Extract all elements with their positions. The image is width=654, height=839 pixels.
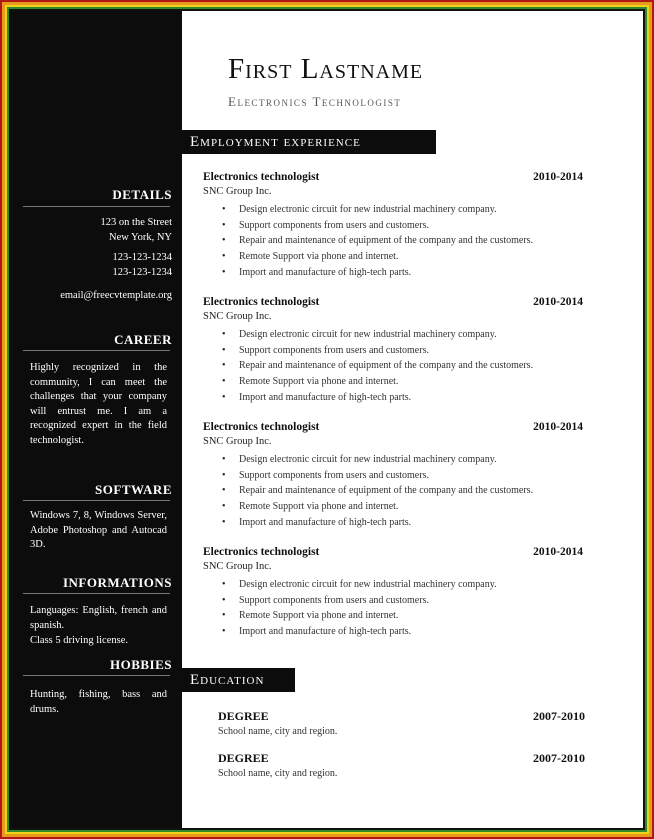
career-text: Highly recognized in the community, I can meet the challenges that your company will entrust me. I am a recognized expert in the field technologist. (30, 362, 167, 446)
phone-1: 123-123-1234 (112, 252, 172, 263)
duty-item: • Remote Support via phone and internet. (239, 608, 497, 624)
job-title: Electronics technologist (203, 421, 320, 433)
informations-heading: INFORMATIONS (62, 575, 172, 590)
degree-name: DEGREE (218, 709, 269, 723)
education-heading: Education (182, 668, 295, 692)
employment-heading: Employment experience (182, 130, 436, 154)
duty-item: • Import and manufacture of high-tech parts. (239, 515, 533, 531)
duty-item: • Import and manufacture of high-tech parts. (239, 624, 497, 640)
duty-item: • Remote Support via phone and internet. (239, 374, 533, 390)
school-info: School name, city and region. (218, 768, 338, 779)
job-title: Electronics technologist (203, 171, 320, 183)
informations-divider (23, 593, 170, 594)
details-heading: DETAILS (112, 187, 172, 202)
candidate-title: Electronics Technologist (228, 94, 402, 109)
sidebar (11, 11, 182, 828)
career-divider (23, 350, 170, 351)
duty-item: • Repair and maintenance of equipment of the company and the customers. (239, 233, 533, 249)
address-line-1: 123 on the Street (100, 217, 172, 228)
duty-item: • Design electronic circuit for new industrial machinery company. (239, 452, 533, 468)
hobbies-divider (23, 675, 170, 676)
job-company: SNC Group Inc. (203, 186, 272, 197)
candidate-name: First Lastname (228, 53, 424, 85)
duty-item: • Import and manufacture of high-tech parts. (239, 265, 533, 281)
software-heading: SOFTWARE (95, 482, 172, 497)
software-divider (23, 500, 170, 501)
job-duties (239, 327, 533, 406)
phone-2: 123-123-1234 (112, 267, 172, 278)
job-company: SNC Group Inc. (203, 561, 272, 572)
job-years: 2010-2014 (533, 296, 583, 308)
duty-item: • Remote Support via phone and internet. (239, 249, 533, 265)
duty-item: • Design electronic circuit for new industrial machinery company. (239, 202, 533, 218)
duty-item: • Repair and maintenance of equipment of the company and the customers. (239, 358, 533, 374)
hobbies-text: Hunting, fishing, bass and drums. (30, 689, 167, 715)
job-years: 2010-2014 (533, 171, 583, 183)
license-text: Class 5 driving license. (30, 635, 128, 646)
job-years: 2010-2014 (533, 546, 583, 558)
career-heading: CAREER (114, 332, 172, 347)
job-company: SNC Group Inc. (203, 436, 272, 447)
languages-text: Languages: English, french and spanish. (30, 605, 167, 631)
email: email@freecvtemplate.org (60, 290, 172, 301)
details-divider (23, 206, 170, 207)
job-duties (239, 452, 533, 531)
duty-item: • Support components from users and customers. (239, 593, 497, 609)
address-line-2: New York, NY (108, 232, 172, 243)
duty-item: • Support components from users and customers. (239, 218, 533, 234)
duty-item: • Support components from users and customers. (239, 468, 533, 484)
duty-item: • Design electronic circuit for new industrial machinery company. (239, 327, 533, 343)
degree-years: 2007-2010 (533, 709, 585, 723)
job-duties (239, 577, 497, 640)
job-duties (239, 202, 533, 281)
duty-item: • Support components from users and customers. (239, 343, 533, 359)
duty-item: • Import and manufacture of high-tech parts. (239, 390, 533, 406)
hobbies-heading: HOBBIES (109, 657, 172, 672)
duty-item: • Design electronic circuit for new industrial machinery company. (239, 577, 497, 593)
degree-name: DEGREE (218, 751, 269, 765)
duty-item: • Remote Support via phone and internet. (239, 499, 533, 515)
software-text: Windows 7, 8, Windows Server, Adobe Photoshop and Autocad 3D. (30, 510, 167, 550)
job-company: SNC Group Inc. (203, 311, 272, 322)
school-info: School name, city and region. (218, 726, 338, 737)
resume-page (11, 11, 643, 828)
duty-item: • Repair and maintenance of equipment of the company and the customers. (239, 483, 533, 499)
job-title: Electronics technologist (203, 296, 320, 308)
job-title: Electronics technologist (203, 546, 320, 558)
degree-years: 2007-2010 (533, 751, 585, 765)
job-years: 2010-2014 (533, 421, 583, 433)
